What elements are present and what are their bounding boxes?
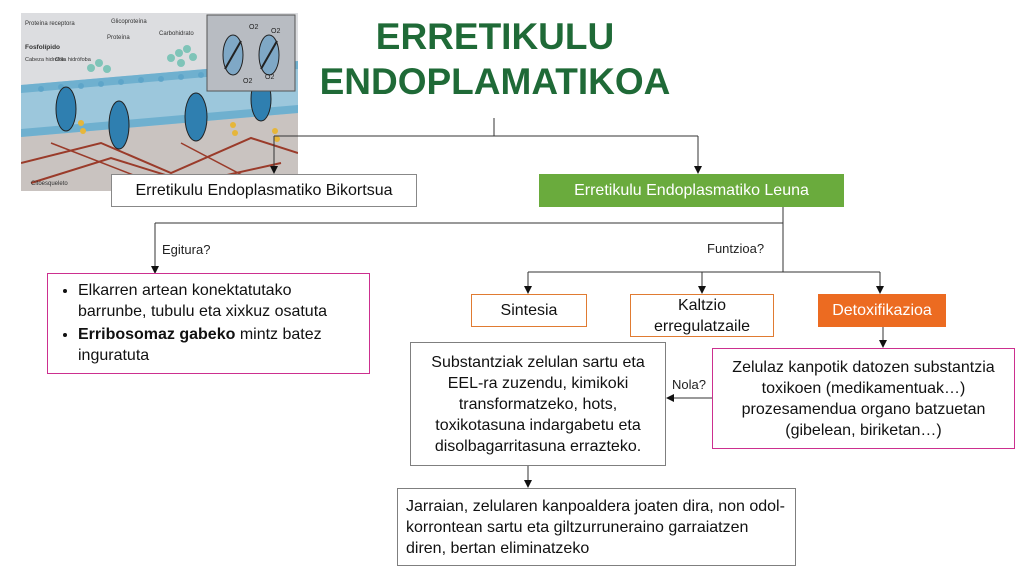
node-detox: [818, 294, 946, 327]
edge-label-egitura: Egitura?: [162, 242, 211, 257]
label-o2-4: O2: [265, 74, 275, 81]
structure-item: [78, 280, 361, 322]
node-rough-er-label: Erretikulu Endoplasmatiko Bikortsua: [135, 182, 393, 199]
label-cola-hidrofoba: Cola hidrófoba: [55, 57, 91, 63]
label-o2-3: O2: [243, 78, 253, 85]
label-proteina: Proteína: [107, 35, 130, 41]
structure-item-2-text: mintz batez inguratuta: [78, 325, 322, 364]
edge-label-nola: Nola?: [672, 377, 706, 392]
label-cabeza-hidrofila: Cabeza hidrófila: [25, 57, 65, 63]
node-substances: [410, 342, 666, 466]
structure-list: [56, 280, 361, 368]
node-structure: [47, 273, 370, 374]
label-carbohidrato: Carbohidrato: [159, 31, 194, 37]
node-detox-label: Detoxifikazioa: [832, 302, 932, 319]
node-kaltzio-label: Kaltzio erregulatzaile: [653, 296, 751, 335]
structure-item-2-bold: Erribosomaz gabeko: [78, 325, 236, 343]
label-o2-2: O2: [271, 28, 281, 35]
node-substances-text: Substantziak zelulan sartu eta EEL-ra zuzendu, kimikoki transformatzeko, hots, toxikotasuna indargabetu eta disolbagarritasuna errazteko.: [431, 353, 645, 455]
label-o2-1: O2: [249, 24, 259, 31]
structure-item: [78, 324, 361, 366]
node-smooth-er-label: Erretikulu Endoplasmatiko Leuna: [574, 182, 809, 199]
node-sintesia-label: Sintesia: [500, 302, 558, 319]
node-external: [712, 348, 1015, 449]
node-rough-er: [111, 174, 417, 207]
title-line-2: ENDOPLAMATIKOA: [319, 61, 671, 102]
node-then: [397, 488, 796, 566]
node-smooth-er: [539, 174, 844, 207]
node-external-text: Zelulaz kanpotik datozen substantzia toxikoen (medikamentuak…) prozesamendua organo batzuetan (gibelean, biriketan…): [732, 358, 995, 439]
label-proteina-receptora: Proteína receptora: [25, 21, 75, 27]
label-glicoproteina: Glicoproteína: [111, 19, 147, 25]
node-then-text: Jarraian, zelularen kanpoaldera joaten dira, non odol-korrontean sartu eta giltzurruneraino garraiatzen diren, bertan eliminatzeko: [406, 497, 785, 557]
edge-label-funtzioa: Funtzioa?: [707, 241, 765, 256]
label-citoesqueleto: Citoesqueleto: [31, 181, 68, 187]
structure-item-1-text: Elkarren artean konektatutako barrunbe, tubulu eta xixkuz osatuta: [78, 281, 328, 320]
node-kaltzio: [630, 294, 774, 337]
node-sintesia: [471, 294, 587, 327]
title-line-1: ERRETIKULU: [375, 16, 615, 57]
label-fosfolipido: Fosfolípido: [25, 44, 61, 51]
